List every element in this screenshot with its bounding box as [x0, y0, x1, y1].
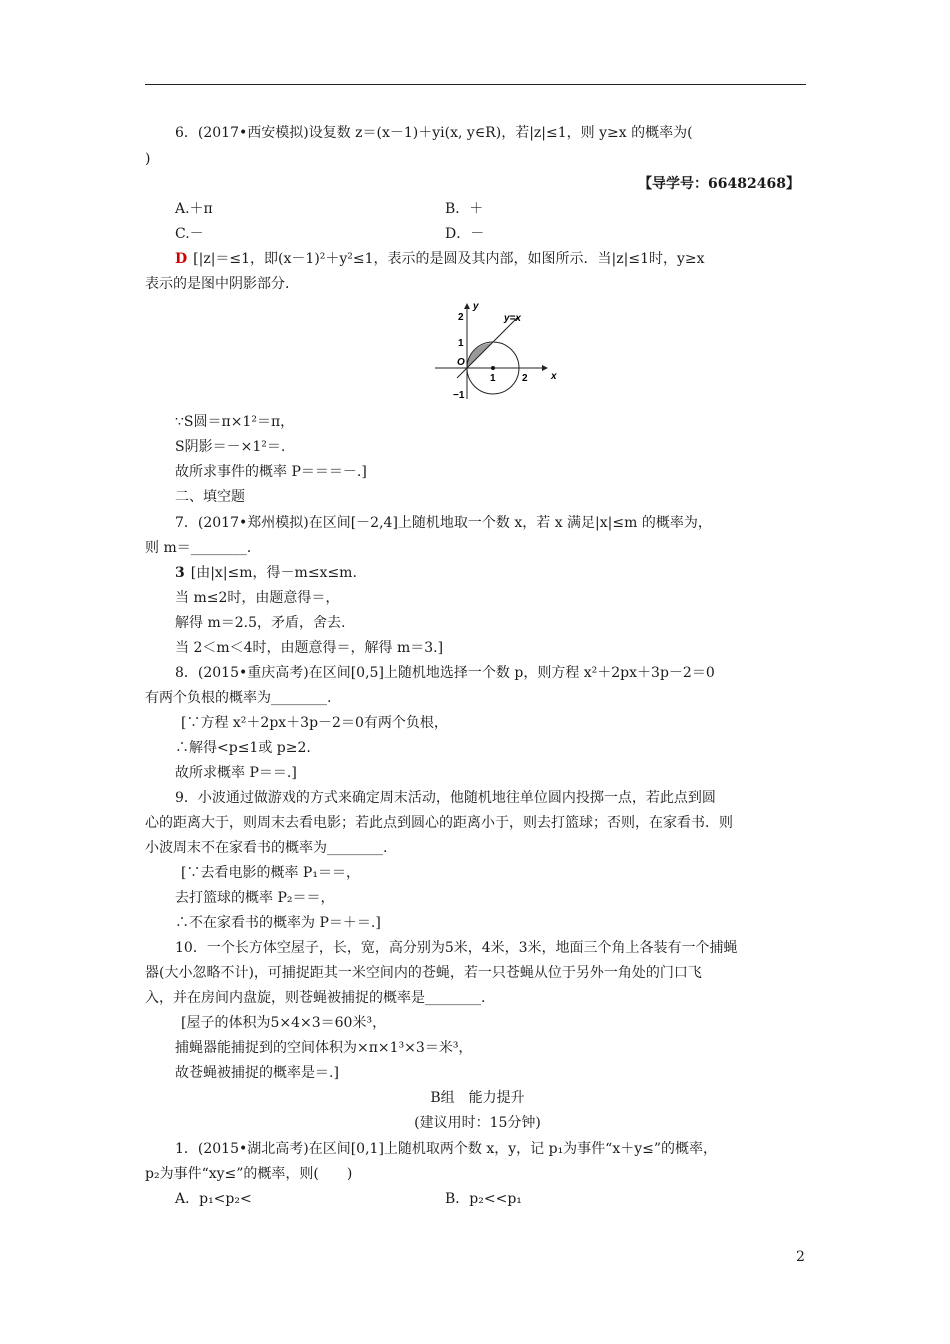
circle-center-dot: [491, 366, 495, 370]
q7-solution-line3: 解得 m＝2.5，矛盾，舍去.: [175, 615, 346, 631]
q10-solution-line2: 捕蝇器能捕捉到的空间体积为×π×1³×3＝米³，: [175, 1040, 473, 1056]
q7-solution-line4: 当 2＜m＜4时，由题意得＝，解得 m＝3.]: [175, 640, 444, 656]
q6-answer-letter: D: [175, 251, 188, 267]
q8-solution-line3: 故所求概率 P＝＝.]: [175, 765, 297, 781]
q6-probability: 故所求事件的概率 P＝＝＝－.]: [175, 464, 367, 480]
q9-stem-line3: 小波周末不在家看书的概率为________.: [145, 840, 388, 856]
q6-option-a: A.＋π: [175, 201, 213, 217]
y-axis-label: y: [473, 301, 479, 312]
q6-option-b: B．＋: [445, 201, 484, 217]
q7-answer: 3: [175, 565, 185, 581]
header-rule: [145, 84, 806, 85]
q9-stem-line2: 心的距离大于，则周末去看电影；若此点到圆心的距离小于，则去打篮球；否则，在家看书．则: [145, 815, 733, 831]
b1-stem-line1: 1．(2015•湖北高考)在区间[0,1]上随机取两个数 x，y，记 p₁为事件“x＋y≤”的概率，: [175, 1141, 718, 1157]
q10-stem-line3: 入，并在房间内盘旋，则苍蝇被捕捉的概率是________.: [145, 990, 486, 1006]
b1-option-a: A．p₁<p₂<: [175, 1191, 252, 1207]
q10-stem-line2: 器(大小忽略不计)，可捕捉距其一米空间内的苍蝇，若一只苍蝇从位于另外一角处的门口飞: [145, 965, 702, 981]
b1-option-b: B．p₂<<p₁: [445, 1191, 522, 1207]
unit-circle-figure: [430, 299, 560, 405]
q6-solution-line1: [175, 250, 840, 268]
line-label: y=x: [504, 313, 521, 324]
q6-solution-text: [|z|＝≤1，即(x－1)²＋y²≤1，表示的是圆及其内部，如图所示．当|z|≤1时，y≥x: [193, 251, 705, 267]
x-tick-2: 2: [522, 373, 528, 384]
q6-stem-line1: 6．(2017•西安模拟)设复数 z＝(x－1)＋yi(x, y∈R)，若|z|≤1，则 y≥x 的概率为(: [175, 125, 693, 141]
section-heading-fill-blank: 二、填空题: [175, 489, 245, 505]
q6-area-shaded: S阴影＝－×1²＝.: [175, 439, 286, 455]
q9-solution-line3: ∴不在家看书的概率为 P＝＋＝.]: [175, 915, 381, 931]
q8-stem-line2: 有两个负根的概率为________.: [145, 690, 332, 706]
q10-solution-line3: 故苍蝇被捕捉的概率是＝.]: [175, 1065, 339, 1081]
q6-area-circle: ∵S圆＝π×1²＝π，: [175, 414, 295, 430]
q8-solution-line1: [∵方程 x²＋2px＋3p－2＝0有两个负根，: [181, 715, 448, 731]
b1-stem-line2: p₂为事件“xy≤”的概率，则( ): [145, 1166, 353, 1182]
q9-stem-line1: 9．小波通过做游戏的方式来确定周末活动，他随机地往单位圆内投掷一点，若此点到圆: [175, 790, 716, 806]
q7-solution-line1: [175, 564, 840, 582]
q6-option-d: D．－: [445, 226, 485, 242]
q10-stem-line1: 10．一个长方体空屋子，长，宽，高分别为5米，4米，3米，地面三个角上各装有一个捕蝇: [175, 940, 738, 956]
q8-stem-line1: 8．(2015•重庆高考)在区间[0,5]上随机地选择一个数 p，则方程 x²＋2px＋3p－2＝0: [175, 665, 715, 681]
q6-solution-line2: 表示的是图中阴影部分．: [145, 276, 299, 292]
q7-solution-line2: 当 m≤2时，由题意得＝，: [175, 590, 340, 606]
x-axis-label: x: [551, 371, 557, 382]
x-tick-1: 1: [490, 373, 496, 384]
y-tick-1: 1: [458, 338, 464, 349]
origin-label: O: [457, 357, 465, 368]
q8-solution-line2: ∴解得<p≤1或 p≥2.: [175, 740, 311, 756]
guide-code: 【导学号：66482468】: [638, 176, 800, 192]
group-b-title: B组 能力提升: [430, 1090, 525, 1106]
q7-solution-text: [由|x|≤m，得－m≤x≤m.: [190, 565, 357, 581]
y-tick-2: 2: [458, 312, 464, 323]
group-b-time: (建议用时：15分钟): [414, 1115, 541, 1131]
q7-stem-line2: 则 m＝________.: [145, 540, 252, 556]
page-number: 2: [796, 1249, 805, 1265]
q9-solution-line2: 去打篮球的概率 P₂＝＝，: [175, 890, 335, 906]
q6-option-c: C.－: [175, 226, 204, 242]
q10-solution-line1: [屋子的体积为5×4×3＝60米³，: [181, 1015, 387, 1031]
q9-solution-line1: [∵去看电影的概率 P₁＝＝，: [181, 865, 360, 881]
q6-stem-line2: ): [145, 151, 151, 167]
q7-stem-line1: 7．(2017•郑州模拟)在区间[－2,4]上随机地取一个数 x，若 x 满足|x|≤m 的概率为，: [175, 515, 712, 531]
y-tick-neg1: −1: [453, 390, 465, 401]
